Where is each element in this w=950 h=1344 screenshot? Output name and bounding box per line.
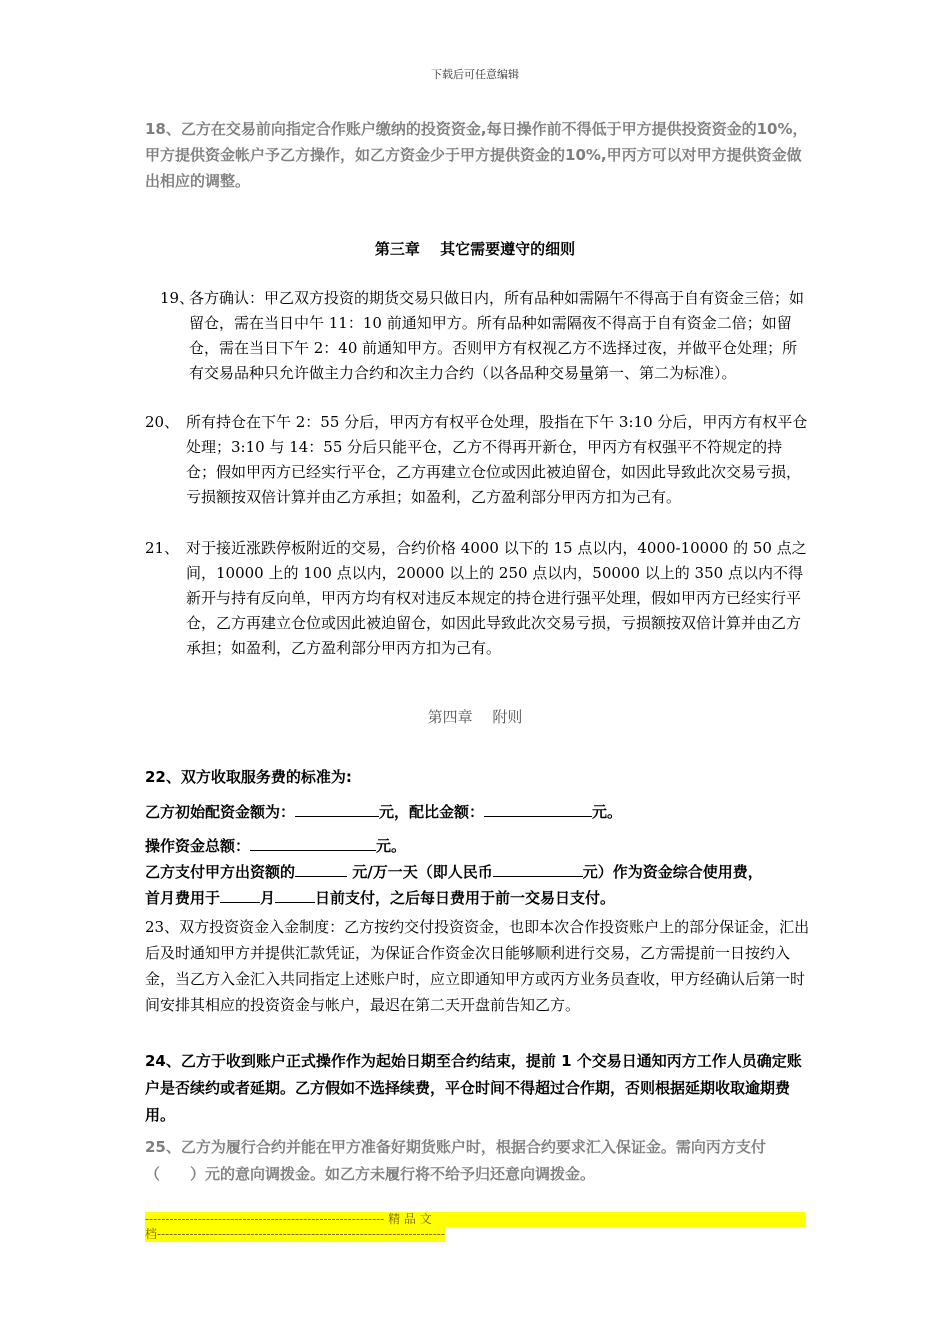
clause-22-line1: 乙方初始配资金额为： 元，配比金额： 元。: [145, 798, 810, 825]
footer-watermark: [145, 1212, 805, 1242]
clause-24: 24、乙方于收到账户正式操作作为起始日期至合约结束，提前 1 个交易日通知丙方工作人员确定账户是否续约或者延期。乙方假如不选择续费，平仓时间不得超过合作期，否则根据延期收取逾期费用。: [145, 1052, 802, 1124]
clause-22-line3: 乙方支付甲方出资额的 元/万一天（即人民币 元）作为资金综合使用费，: [145, 858, 825, 885]
total-funds-blank[interactable]: [250, 832, 376, 851]
clause-18: 18、乙方在交易前向指定合作账户缴纳的投资资金,每日操作前不得低于甲方提供投资资金的10%，甲方提供资金帐户予乙方操作，如乙方资金少于甲方提供资金的10%,甲丙方可以对甲方提供资金做出相应的调整。: [145, 120, 808, 190]
footer-line-1: ----------------------------------------------------------- 精 品 文: [145, 1212, 805, 1227]
chapter-3-title: 第三章 其它需要遵守的细则: [374, 240, 576, 258]
page-header: 下载后可任意编辑: [431, 68, 519, 81]
clause-19: [160, 286, 810, 386]
matching-amount-blank[interactable]: [484, 798, 592, 817]
clause-20: [145, 410, 810, 510]
clause-20-body: 所有持仓在下午 2：55 分后，甲丙方有权平仓处理，股指在下午 3:10 分后，甲丙方有权平仓处理；3:10 与 14：55 分后只能平仓，乙方不得再开新仓，甲丙方有权强平不符规定的持仓；假如甲丙方已经实行平仓，乙方再建立仓位或因此被迫留仓，如因此导致此次交易亏损，亏损额按双倍计算并由乙方承担；如盈利，乙方盈利部分甲丙方扣为己有。: [186, 413, 808, 506]
initial-amount-blank[interactable]: [295, 798, 379, 817]
clause-21-body: 对于接近涨跌停板附近的交易，合约价格 4000 以下的 15 点以内，4000-10000 的 50 点之间，10000 上的 100 点以内，20000 以上的 250 点以内，50000 以上的 350 点以内不得新开与持有反向单，甲丙方均有权对违反本规定的持仓进行强平处理，假如甲丙方已经实行平仓，乙方再建立仓位或因此被迫留仓，如因此导致此次交易亏损，亏损额按双倍计算并由乙方承担；如盈利，乙方盈利部分甲丙方扣为己有。: [186, 539, 807, 657]
clause-25: 25、乙方为履行合约并能在甲方准备好期货账户时，根据合约要求汇入保证金。需向丙方支付（ ）元的意向调拨金。如乙方未履行将不给予归还意向调拨金。: [145, 1138, 766, 1183]
clause-23: 23、双方投资资金入金制度：乙方按约交付投资资金，也即本次合作投资账户上的部分保证金，汇出后及时通知甲方并提供汇款凭证，为保证合作资金次日能够顺利进行交易，乙方需提前一日按约入金，当乙方入金汇入共同指定上述账户时，应立即通知甲方或丙方业务员查收，甲方经确认后第一时间安排其相应的投资资金与帐户，最迟在第二天开盘前告知乙方。: [145, 918, 810, 1014]
clause-19-body: 各方确认：甲乙双方投资的期货交易只做日内，所有品种如需隔午不得高于自有资金三倍；如留仓，需在当日中午 11：10 前通知甲方。所有品种如需隔夜不得高于自有资金二倍；如留仓，需在当日下午 2：40 前通知甲方。否则甲方有权视乙方不选择过夜，并做平仓处理；所有交易品种只允许做主力合约和次主力合约（以各品种交易量第一、第二为标准）。: [189, 289, 805, 382]
clause-19-number: 19、: [160, 289, 195, 307]
fee-rmb-blank[interactable]: [493, 858, 583, 877]
clause-22-line4: 首月费用于 月 日前支付，之后每日费用于前一交易日支付。: [145, 884, 810, 911]
clause-22-heading: 22、双方收取服务费的标准为:: [145, 768, 352, 786]
footer-line-2: 档-----------------------------------------------------------------------: [145, 1227, 445, 1241]
clause-21-number: 21、: [145, 539, 180, 557]
chapter-4-title: 第四章 附则: [427, 708, 523, 726]
clause-21: [145, 536, 810, 661]
month-blank[interactable]: [220, 884, 260, 903]
day-blank[interactable]: [275, 884, 315, 903]
clause-22-line2: 操作资金总额： 元。: [145, 832, 810, 859]
clause-20-number: 20、: [145, 413, 180, 431]
fee-rate-blank[interactable]: [295, 858, 347, 877]
